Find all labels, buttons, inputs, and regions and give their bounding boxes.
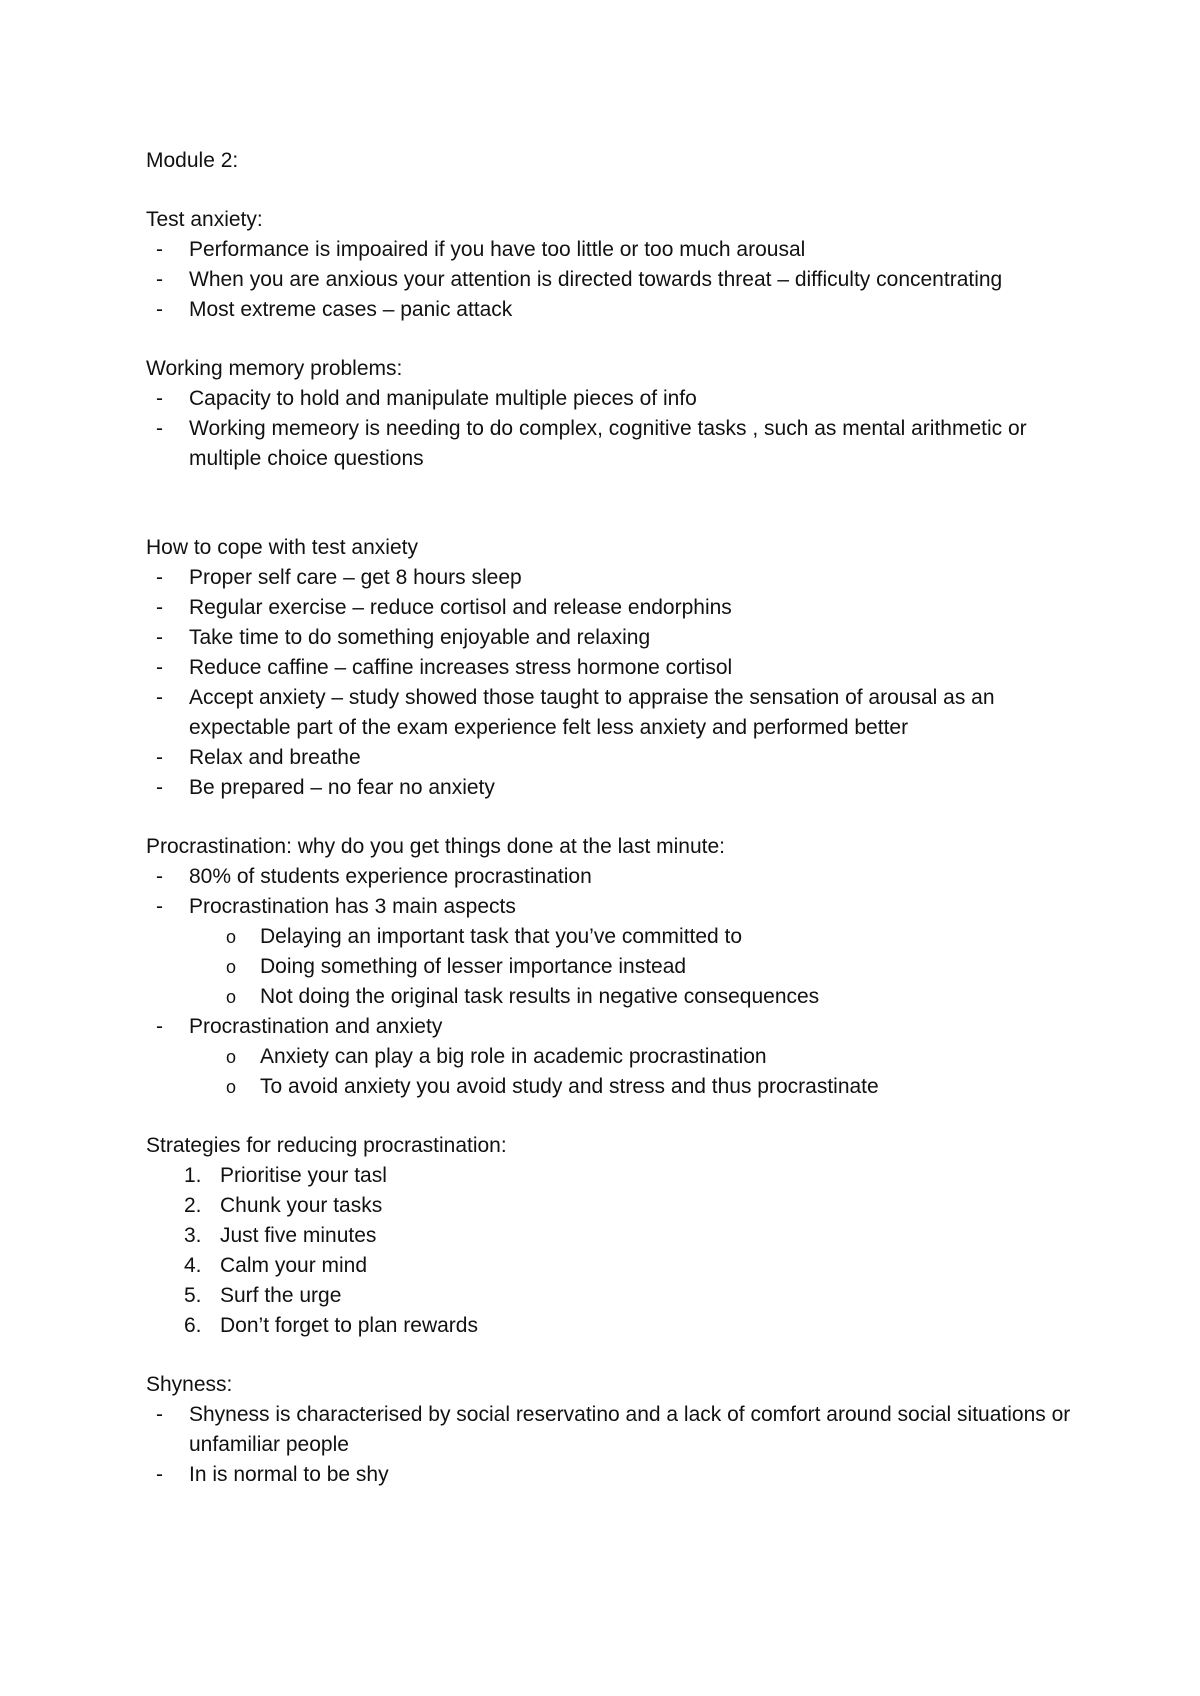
section-strategies xyxy=(146,1131,1080,1341)
circle-marker: o xyxy=(226,1047,237,1067)
list-item: - Performance is impoaired if you have too little or too much arousal xyxy=(146,235,1080,265)
bullet-list xyxy=(146,384,1080,474)
list-item: - Proper self care – get 8 hours sleep xyxy=(146,563,1080,593)
numbered-item: 6. Don’t forget to plan rewards xyxy=(146,1311,1080,1341)
list-item: - Most extreme cases – panic attack xyxy=(146,295,1080,325)
page-title: Module 2: xyxy=(146,149,239,172)
circle-marker: o xyxy=(226,957,237,977)
sub-bullet-list xyxy=(146,922,1080,1012)
number-marker: 5. xyxy=(184,1284,202,1307)
bullet-list xyxy=(146,235,1080,325)
section-heading: Strategies for reducing procrastination: xyxy=(146,1134,507,1157)
dash-marker: - xyxy=(156,865,163,888)
list-item: - In is normal to be shy xyxy=(146,1460,1080,1490)
list-item: - Relax and breathe xyxy=(146,743,1080,773)
section-heading: Working memory problems: xyxy=(146,357,403,380)
dash-marker: - xyxy=(156,656,163,679)
sub-list-item: o Delaying an important task that you’ve committed to xyxy=(146,922,1080,952)
list-item: - Capacity to hold and manipulate multiple pieces of info xyxy=(146,384,1080,414)
section-heading: Procrastination: why do you get things done at the last minute: xyxy=(146,835,726,858)
circle-marker: o xyxy=(226,1077,237,1097)
circle-marker: o xyxy=(226,987,237,1007)
dash-marker: - xyxy=(156,298,163,321)
section-heading: Test anxiety: xyxy=(146,208,263,231)
section-test-anxiety xyxy=(146,205,1080,325)
sub-bullet-list xyxy=(146,1042,1080,1102)
bullet-list xyxy=(146,1012,1080,1042)
list-item: - Procrastination and anxiety xyxy=(146,1012,1080,1042)
list-item: - When you are anxious your attention is directed towards threat – difficulty concentrating xyxy=(146,265,1080,295)
number-marker: 4. xyxy=(184,1254,202,1277)
list-item: - Take time to do something enjoyable and relaxing xyxy=(146,623,1080,653)
list-item: - Procrastination has 3 main aspects xyxy=(146,892,1080,922)
numbered-item: 3. Just five minutes xyxy=(146,1221,1080,1251)
dash-marker: - xyxy=(156,417,163,440)
dash-marker: - xyxy=(156,776,163,799)
sub-list-item: o Not doing the original task results in negative consequences xyxy=(146,982,1080,1012)
dash-marker: - xyxy=(156,566,163,589)
list-item: - Be prepared – no fear no anxiety xyxy=(146,773,1080,803)
sub-list-item: o To avoid anxiety you avoid study and stress and thus procrastinate xyxy=(146,1072,1080,1102)
dash-marker: - xyxy=(156,387,163,410)
number-marker: 3. xyxy=(184,1224,202,1247)
numbered-item: 1. Prioritise your tasl xyxy=(146,1161,1080,1191)
dash-marker: - xyxy=(156,626,163,649)
sub-list-item: o Doing something of lesser importance instead xyxy=(146,952,1080,982)
dash-marker: - xyxy=(156,895,163,918)
dash-marker: - xyxy=(156,1015,163,1038)
dash-marker: - xyxy=(156,746,163,769)
dash-marker: - xyxy=(156,1403,163,1426)
section-heading: How to cope with test anxiety xyxy=(146,536,418,559)
section-shyness xyxy=(146,1370,1080,1490)
bullet-list xyxy=(146,1400,1080,1490)
number-marker: 1. xyxy=(184,1164,202,1187)
numbered-item: 4. Calm your mind xyxy=(146,1251,1080,1281)
section-working-memory xyxy=(146,354,1080,474)
list-item: - Regular exercise – reduce cortisol and release endorphins xyxy=(146,593,1080,623)
list-item: - 80% of students experience procrastination xyxy=(146,862,1080,892)
numbered-list xyxy=(146,1161,1080,1341)
bullet-list xyxy=(146,862,1080,922)
numbered-item: 2. Chunk your tasks xyxy=(146,1191,1080,1221)
sub-list-item: o Anxiety can play a big role in academic procrastination xyxy=(146,1042,1080,1072)
section-heading: Shyness: xyxy=(146,1373,233,1396)
number-marker: 2. xyxy=(184,1194,202,1217)
section-procrastination xyxy=(146,832,1080,1102)
dash-marker: - xyxy=(156,238,163,261)
dash-marker: - xyxy=(156,268,163,291)
list-item: - Accept anxiety – study showed those taught to appraise the sensation of arousal as an expectable part of the exam experience felt less anxiety and performed better xyxy=(146,683,1080,743)
list-item: - Shyness is characterised by social reservatino and a lack of comfort around social situations or unfamiliar people xyxy=(146,1400,1080,1460)
list-item: - Working memeory is needing to do complex, cognitive tasks , such as mental arithmetic or multiple choice questions xyxy=(146,414,1080,474)
dash-marker: - xyxy=(156,1463,163,1486)
dash-marker: - xyxy=(156,686,163,709)
list-item: - Reduce caffine – caffine increases stress hormone cortisol xyxy=(146,653,1080,683)
section-coping xyxy=(146,533,1080,803)
dash-marker: - xyxy=(156,596,163,619)
bullet-list xyxy=(146,563,1080,803)
circle-marker: o xyxy=(226,927,237,947)
number-marker: 6. xyxy=(184,1314,202,1337)
numbered-item: 5. Surf the urge xyxy=(146,1281,1080,1311)
